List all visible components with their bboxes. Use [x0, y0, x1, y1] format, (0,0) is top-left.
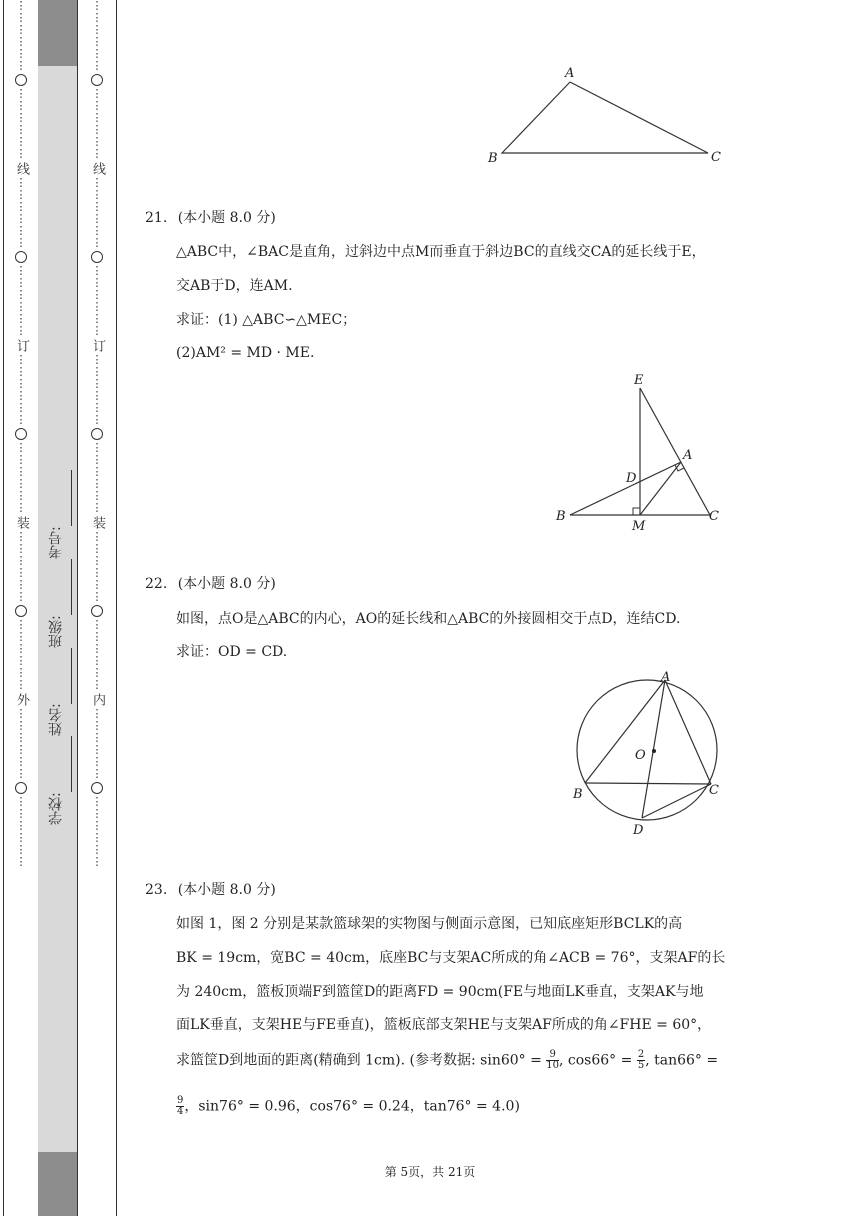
dot-segment: ⋮ — [91, 0, 103, 12]
segment-ab — [585, 680, 665, 783]
dot-segment: ⋮ — [91, 666, 103, 679]
dot-segment: ⋮ — [91, 465, 103, 478]
dot-segment: ⋮ — [15, 566, 27, 579]
q23-line6-text: ，sin76° = 0.96，cos76° = 0.24，tan76° = 4.0) — [184, 1098, 520, 1115]
dot-segment: ⋮ — [91, 743, 103, 756]
dot-segment: ⋮ — [91, 441, 103, 454]
label-o: O — [635, 748, 646, 763]
q23-line5-c: , tan66° = — [645, 1052, 719, 1069]
binding-char: 订 — [90, 339, 105, 352]
label-d: D — [626, 471, 637, 486]
dot-segment: ⋮ — [15, 87, 27, 100]
binding-char: 装 — [90, 516, 105, 529]
dot-segment: ⋮ — [91, 819, 103, 832]
student-info-fields — [46, 395, 74, 825]
dot-segment: ⋮ — [15, 188, 27, 201]
dot-segment: ⋮ — [15, 501, 27, 514]
outer-dotted-column — [10, 0, 32, 1216]
dot-segment: ⋮ — [15, 731, 27, 744]
dot-segment: ⋮ — [15, 224, 27, 237]
binding-circle — [15, 251, 27, 263]
dot-segment: ⋮ — [15, 264, 27, 277]
dot-segment: ⋮ — [15, 59, 27, 72]
dot-segment: ⋮ — [15, 465, 27, 478]
dot-segment: ⋮ — [15, 707, 27, 720]
binding-char: 线 — [90, 162, 105, 175]
label-b: B — [573, 787, 583, 802]
dot-segment: ⋮ — [91, 501, 103, 514]
binding-char: 装 — [14, 516, 29, 529]
dot-segment: ⋮ — [91, 288, 103, 301]
frac2-den: 5 — [637, 1060, 645, 1071]
q23-line5 — [176, 1050, 718, 1071]
dot-segment: ⋮ — [15, 578, 27, 591]
dot-segment: ⋮ — [91, 23, 103, 36]
dot-segment: ⋮ — [91, 312, 103, 325]
dot-segment: ⋮ — [91, 795, 103, 808]
dot-segment: ⋮ — [91, 453, 103, 466]
dot-segment: ⋮ — [91, 678, 103, 691]
dot-segment: ⋮ — [15, 99, 27, 112]
dot-segment: ⋮ — [15, 642, 27, 655]
q21-line2: 交AB于D，连AM. — [176, 278, 293, 294]
dot-segment: ⋮ — [15, 819, 27, 832]
label-a: A — [683, 448, 693, 463]
dot-segment: ⋮ — [15, 678, 27, 691]
dot-segment: ⋮ — [15, 11, 27, 24]
figure-q22 — [565, 668, 730, 840]
dot-segment: ⋮ — [91, 530, 103, 543]
dot-segment: ⋮ — [15, 755, 27, 768]
dot-segment: ⋮ — [91, 807, 103, 820]
dot-segment: ⋮ — [91, 200, 103, 213]
dot-segment: ⋮ — [15, 843, 27, 856]
q23-points: (本小题 8.0 分) — [177, 882, 276, 898]
binding-circle — [91, 428, 103, 440]
dot-segment: ⋮ — [15, 23, 27, 36]
dot-segment: ⋮ — [15, 618, 27, 631]
dot-segment: ⋮ — [91, 353, 103, 366]
page-footer: 第 5页，共 21页 — [384, 1165, 476, 1179]
dot-segment: ⋮ — [15, 489, 27, 502]
dot-segment: ⋮ — [91, 377, 103, 390]
dot-segment: ⋮ — [15, 855, 27, 868]
field-class-label: 班级: — [48, 614, 64, 648]
dot-segment: ⋮ — [15, 365, 27, 378]
frac1-num: 9 — [546, 1050, 559, 1061]
binding-circle — [91, 74, 103, 86]
dot-segment: ⋮ — [15, 590, 27, 603]
dot-segment: ⋮ — [15, 200, 27, 213]
binding-circle — [15, 782, 27, 794]
dot-segment: ⋮ — [91, 224, 103, 237]
fraction-9-10 — [546, 1050, 559, 1071]
dot-segment: ⋮ — [15, 324, 27, 337]
dot-segment: ⋮ — [91, 401, 103, 414]
field-examno-label: 考号: — [48, 526, 64, 559]
dot-segment: ⋮ — [15, 276, 27, 289]
label-m: M — [632, 519, 646, 534]
dot-segment: ⋮ — [15, 743, 27, 756]
dot-segment: ⋮ — [91, 212, 103, 225]
inner-dotted-column — [86, 0, 108, 1216]
dot-segment: ⋮ — [91, 554, 103, 567]
q22-points: (本小题 8.0 分) — [177, 576, 276, 592]
segment-ba — [570, 462, 681, 515]
q21-line4: (2)AM² = MD · ME. — [176, 345, 315, 361]
frac2-num: 2 — [637, 1049, 645, 1060]
dot-segment: ⋮ — [15, 389, 27, 402]
dot-segment: ⋮ — [91, 477, 103, 490]
dot-segment: ⋮ — [91, 719, 103, 732]
frac1-den: 10 — [546, 1060, 560, 1071]
q23-line4: 面LK垂直，支架HE与FE垂直)，篮板底部支架HE与支架AF所成的角∠FHE = 60°， — [176, 1017, 712, 1033]
label-b: B — [556, 509, 566, 524]
margin-border-left — [3, 0, 4, 1216]
dot-segment: ⋮ — [91, 389, 103, 402]
dot-segment: ⋮ — [91, 654, 103, 667]
dot-segment: ⋮ — [91, 831, 103, 844]
dot-segment: ⋮ — [91, 578, 103, 591]
q21-header — [145, 208, 276, 228]
dot-segment: ⋮ — [15, 135, 27, 148]
field-school-label: 学校: — [48, 792, 64, 825]
q22-line2: 求证：OD = CD. — [176, 644, 288, 660]
dot-segment: ⋮ — [15, 554, 27, 567]
dot-segment: ⋮ — [91, 59, 103, 72]
binding-char: 内 — [90, 693, 105, 706]
dot-segment: ⋮ — [15, 47, 27, 60]
figure-q21 — [550, 368, 730, 538]
binding-char: 线 — [14, 162, 29, 175]
figure-triangle-abc — [480, 60, 730, 170]
dot-segment: ⋮ — [91, 413, 103, 426]
dot-segment: ⋮ — [91, 300, 103, 313]
label-c: C — [711, 150, 721, 165]
field-class-line[interactable] — [46, 559, 72, 615]
q23-line3: 为 240cm，篮板顶端F到篮筐D的距离FD = 90cm(FE与地面LK垂直，支架AK与地 — [176, 984, 704, 1000]
dot-segment: ⋮ — [91, 147, 103, 160]
q21-number: 21. — [145, 210, 168, 226]
dot-segment: ⋮ — [15, 542, 27, 555]
dot-segment: ⋮ — [15, 147, 27, 160]
dot-segment: ⋮ — [91, 324, 103, 337]
dot-segment: ⋮ — [91, 365, 103, 378]
dot-segment: ⋮ — [91, 11, 103, 24]
margin-gray-cap-top — [38, 0, 77, 66]
frac3-num: 9 — [177, 1095, 184, 1106]
binding-circle — [91, 251, 103, 263]
dot-segment: ⋮ — [15, 630, 27, 643]
binding-circle — [91, 605, 103, 617]
dot-segment: ⋮ — [15, 312, 27, 325]
dot-segment: ⋮ — [15, 0, 27, 12]
dot-segment: ⋮ — [91, 642, 103, 655]
q23-line1: 如图 1，图 2 分别是某款篮球架的实物图与侧面示意图，已知底座矩形BCLK的高 — [176, 916, 683, 932]
dot-segment: ⋮ — [91, 843, 103, 856]
dot-segment: ⋮ — [15, 236, 27, 249]
label-c: C — [709, 783, 719, 798]
binding-circle — [15, 605, 27, 617]
q23-line6 — [176, 1096, 520, 1117]
dot-segment: ⋮ — [15, 767, 27, 780]
dot-segment: ⋮ — [15, 35, 27, 48]
q23-header — [145, 880, 276, 900]
q21-points: (本小题 8.0 分) — [177, 210, 276, 226]
dot-segment: ⋮ — [91, 87, 103, 100]
dot-segment: ⋮ — [15, 212, 27, 225]
q21-line3: 求证：(1) △ABC∽△MEC； — [176, 312, 357, 328]
binding-char: 外 — [14, 693, 29, 706]
q22-number: 22. — [145, 576, 168, 592]
binding-circle — [15, 428, 27, 440]
dot-segment: ⋮ — [91, 123, 103, 136]
dot-segment: ⋮ — [91, 188, 103, 201]
dot-segment: ⋮ — [91, 236, 103, 249]
fraction-2-5 — [637, 1050, 645, 1071]
dot-segment: ⋮ — [91, 176, 103, 189]
dot-segment: ⋮ — [91, 489, 103, 502]
field-examno-line[interactable] — [46, 470, 72, 526]
dot-segment: ⋮ — [91, 855, 103, 868]
margin-border-strip-right — [77, 0, 78, 1216]
dot-segment: ⋮ — [15, 441, 27, 454]
dot-segment: ⋮ — [91, 135, 103, 148]
label-a: A — [565, 66, 575, 81]
dot-segment: ⋮ — [15, 807, 27, 820]
dot-segment: ⋮ — [91, 767, 103, 780]
q22-line1: 如图，点O是△ABC的内心，AO的延长线和△ABC的外接圆相交于点D，连结CD. — [176, 611, 681, 627]
point-o — [652, 749, 656, 753]
dot-segment: ⋮ — [91, 731, 103, 744]
dot-segment: ⋮ — [15, 654, 27, 667]
dot-segment: ⋮ — [91, 276, 103, 289]
dot-segment: ⋮ — [91, 630, 103, 643]
dot-segment: ⋮ — [91, 35, 103, 48]
segment-ec — [640, 388, 710, 515]
dot-segment: ⋮ — [91, 618, 103, 631]
q23-line5-a: 求篮筐D到地面的距离(精确到 1cm). (参考数据: sin60° = — [176, 1052, 547, 1069]
dot-segment: ⋮ — [15, 176, 27, 189]
dot-segment: ⋮ — [15, 401, 27, 414]
label-c: C — [709, 509, 719, 524]
dot-segment: ⋮ — [91, 707, 103, 720]
dot-segment: ⋮ — [15, 477, 27, 490]
binding-circle — [15, 74, 27, 86]
dot-segment: ⋮ — [91, 542, 103, 555]
dot-segment: ⋮ — [15, 831, 27, 844]
right-angle-m — [633, 508, 640, 515]
field-name-label: 姓名: — [48, 703, 64, 737]
triangle-outline — [502, 82, 708, 153]
label-e: E — [634, 373, 644, 388]
q23-line5-b: , cos66° = — [559, 1052, 637, 1069]
dot-segment: ⋮ — [15, 530, 27, 543]
dot-segment: ⋮ — [15, 453, 27, 466]
field-name-line[interactable] — [46, 648, 72, 704]
label-a: A — [661, 670, 671, 685]
dot-segment: ⋮ — [15, 288, 27, 301]
dot-segment: ⋮ — [15, 413, 27, 426]
dot-segment: ⋮ — [91, 590, 103, 603]
dot-segment: ⋮ — [15, 666, 27, 679]
label-d: D — [633, 823, 644, 838]
dot-segment: ⋮ — [91, 47, 103, 60]
dot-segment: ⋮ — [91, 566, 103, 579]
dot-segment: ⋮ — [91, 264, 103, 277]
q23-number: 23. — [145, 882, 168, 898]
field-school-line[interactable] — [46, 736, 72, 792]
binding-char: 订 — [14, 339, 29, 352]
dot-segment: ⋮ — [15, 353, 27, 366]
dot-segment: ⋮ — [15, 123, 27, 136]
segment-ac — [665, 680, 711, 784]
dot-segment: ⋮ — [91, 111, 103, 124]
margin-gray-cap-bottom — [38, 1152, 77, 1216]
q21-line1: △ABC中，∠BAC是直角，过斜边中点M而垂直于斜边BC的直线交CA的延长线于E， — [176, 244, 706, 260]
segment-am — [640, 462, 681, 515]
label-b: B — [488, 151, 498, 166]
dot-segment: ⋮ — [91, 755, 103, 768]
q22-header — [145, 574, 276, 594]
binding-circle — [91, 782, 103, 794]
frac3-den: 4 — [177, 1106, 184, 1117]
margin-border-right — [116, 0, 117, 1216]
dot-segment: ⋮ — [91, 99, 103, 112]
dot-segment: ⋮ — [15, 795, 27, 808]
dot-segment: ⋮ — [15, 300, 27, 313]
dot-segment: ⋮ — [15, 377, 27, 390]
q23-line2: BK = 19cm，宽BC = 40cm，底座BC与支架AC所成的角∠ACB = 76°，支架AF的长 — [176, 950, 726, 966]
dot-segment: ⋮ — [15, 111, 27, 124]
dot-segment: ⋮ — [15, 719, 27, 732]
